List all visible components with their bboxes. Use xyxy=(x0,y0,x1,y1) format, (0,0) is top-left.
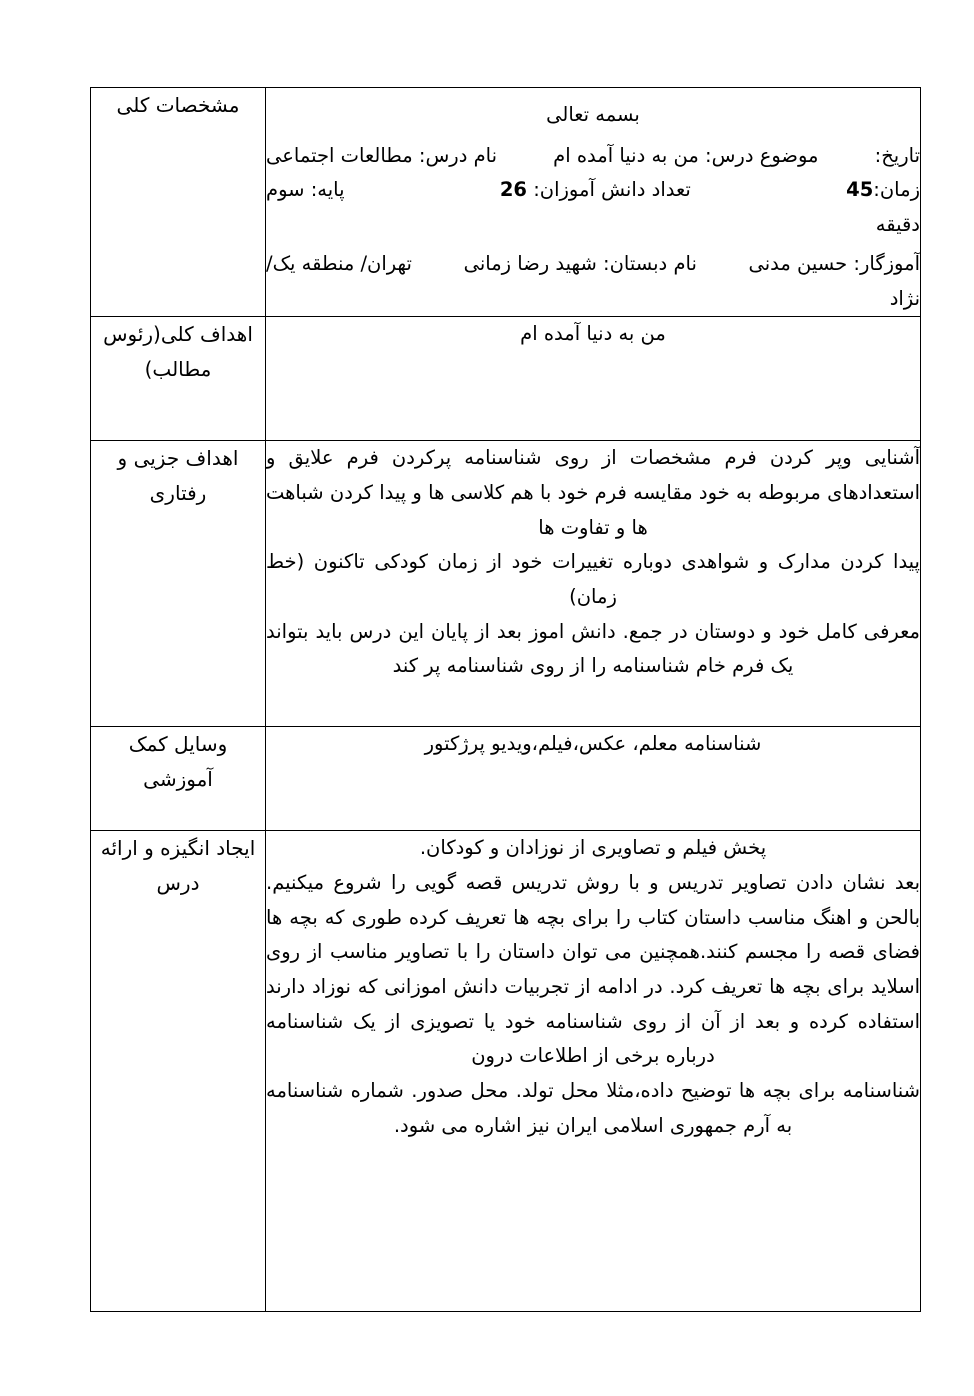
motivation-paragraph-2: بعد نشان دادن تصاویر تدریس و با روش تدریس قصه گویی را شروع میکنیم. بالحن و اهنگ مناسب داستان کتاب را برای بچه ها تعریف کرده طوری که بچه ها فضای قصه را مجسم کنند.همچنین می توان داستان را با تصاویر مناسب از روی اسلاید برای بچه ها تعریف کرد. در ادامه از تجربیات دانش اموزانی که نوزاد دارند استفاده کرده و بعد از آن از روی شناسنامه خود یا تصویزی از یک شناسنامه درباره برخی از اطلاعات درون xyxy=(266,870,920,1068)
table-row-detailed-objectives xyxy=(91,441,921,727)
time-group xyxy=(846,173,920,208)
specs-line-2 xyxy=(266,173,920,208)
cell-teaching-aids-label: وسایل کمک آموزشی xyxy=(91,727,266,831)
bismillah-heading: بسمه تعالی xyxy=(546,103,640,126)
cell-detailed-objectives-label: اهداف جزیی و رفتاری xyxy=(91,441,266,727)
teacher-name-wrap: نژاد xyxy=(889,286,920,310)
student-count-value: 26 xyxy=(499,178,527,202)
general-objectives-text: من به دنیا آمده ام xyxy=(520,322,666,346)
lesson-topic-label: موضوع درس: من به دنیا آمده ام xyxy=(553,143,819,167)
detailed-objectives-paragraph-3: معرفی کامل خود و دوستان در جمع. دانش اموز بعد از پایان این درس باید بتواند یک فرم خام شناسنامه را از روی شناسنامه پر کند xyxy=(266,619,920,678)
detailed-objectives-paragraph-1: آشنایی وپر کردن فرم مشخصات از روی شناسنامه پرکردن فرم علایق و استعدادهای مربوطه به خود مقایسه فرم خود با هم کلاسی ها و پیدا کردن شباهت ها و تفاوت ها xyxy=(266,446,920,539)
grade-label: پایه: سوم xyxy=(266,178,345,202)
school-label: نام دبستان: شهید رضا زمانی xyxy=(463,251,697,275)
motivation-paragraph-1: پخش فیلم و تصاویری از نوزادان و کودکان. xyxy=(419,836,767,860)
cell-general-objectives-content xyxy=(266,317,921,441)
time-unit-wrap: دقیقه xyxy=(875,213,920,237)
lesson-name-label: نام درس: مطالعات اجتماعی xyxy=(266,143,498,167)
cell-general-specs-content xyxy=(266,88,921,317)
cell-detailed-objectives-content xyxy=(266,441,921,727)
cell-general-specs-label: مشخصات کلی xyxy=(91,88,266,317)
teacher-label: آموزگار: حسین مدنی xyxy=(748,251,920,275)
table-row-general-objectives xyxy=(91,317,921,441)
table-row-general-specs xyxy=(91,88,921,317)
table-row-teaching-aids xyxy=(91,727,921,831)
region-label: تهران/ منطقه یک/ xyxy=(266,251,412,275)
teaching-aids-text: شناسنامه معلم، عکس،فیلم،ویدیو پرژکتور xyxy=(424,732,762,756)
student-count-group xyxy=(500,173,691,208)
cell-motivation-presentation-label: ایجاد انگیزه و ارائه درس xyxy=(91,831,266,1312)
specs-line-3 xyxy=(266,247,920,282)
time-value: 45 xyxy=(846,178,874,202)
detailed-objectives-paragraph-2: پیدا کردن مدارک و شواهدی دوباره تغییرات خود از زمان کودکی تاکنون (خط زمان) xyxy=(266,550,920,609)
cell-general-objectives-label: اهداف کلی(رئوس مطالب) xyxy=(91,317,266,441)
date-label: تاریخ: xyxy=(874,143,920,167)
motivation-paragraph-3: شناسنامه برای بچه ها توضیح داده،مثلا محل تولد. محل صدور. شماره شناسنامه به آرم جمهوری اسلامی ایران نیز اشاره می شود. xyxy=(266,1079,920,1137)
cell-teaching-aids-content xyxy=(266,727,921,831)
time-label: زمان: xyxy=(873,178,920,202)
table-row-motivation-presentation xyxy=(91,831,921,1312)
lesson-plan-table xyxy=(90,87,921,1312)
specs-line-1 xyxy=(266,139,920,174)
cell-motivation-presentation-content xyxy=(266,831,921,1312)
student-count-label: تعداد دانش آموزان: xyxy=(533,178,691,202)
